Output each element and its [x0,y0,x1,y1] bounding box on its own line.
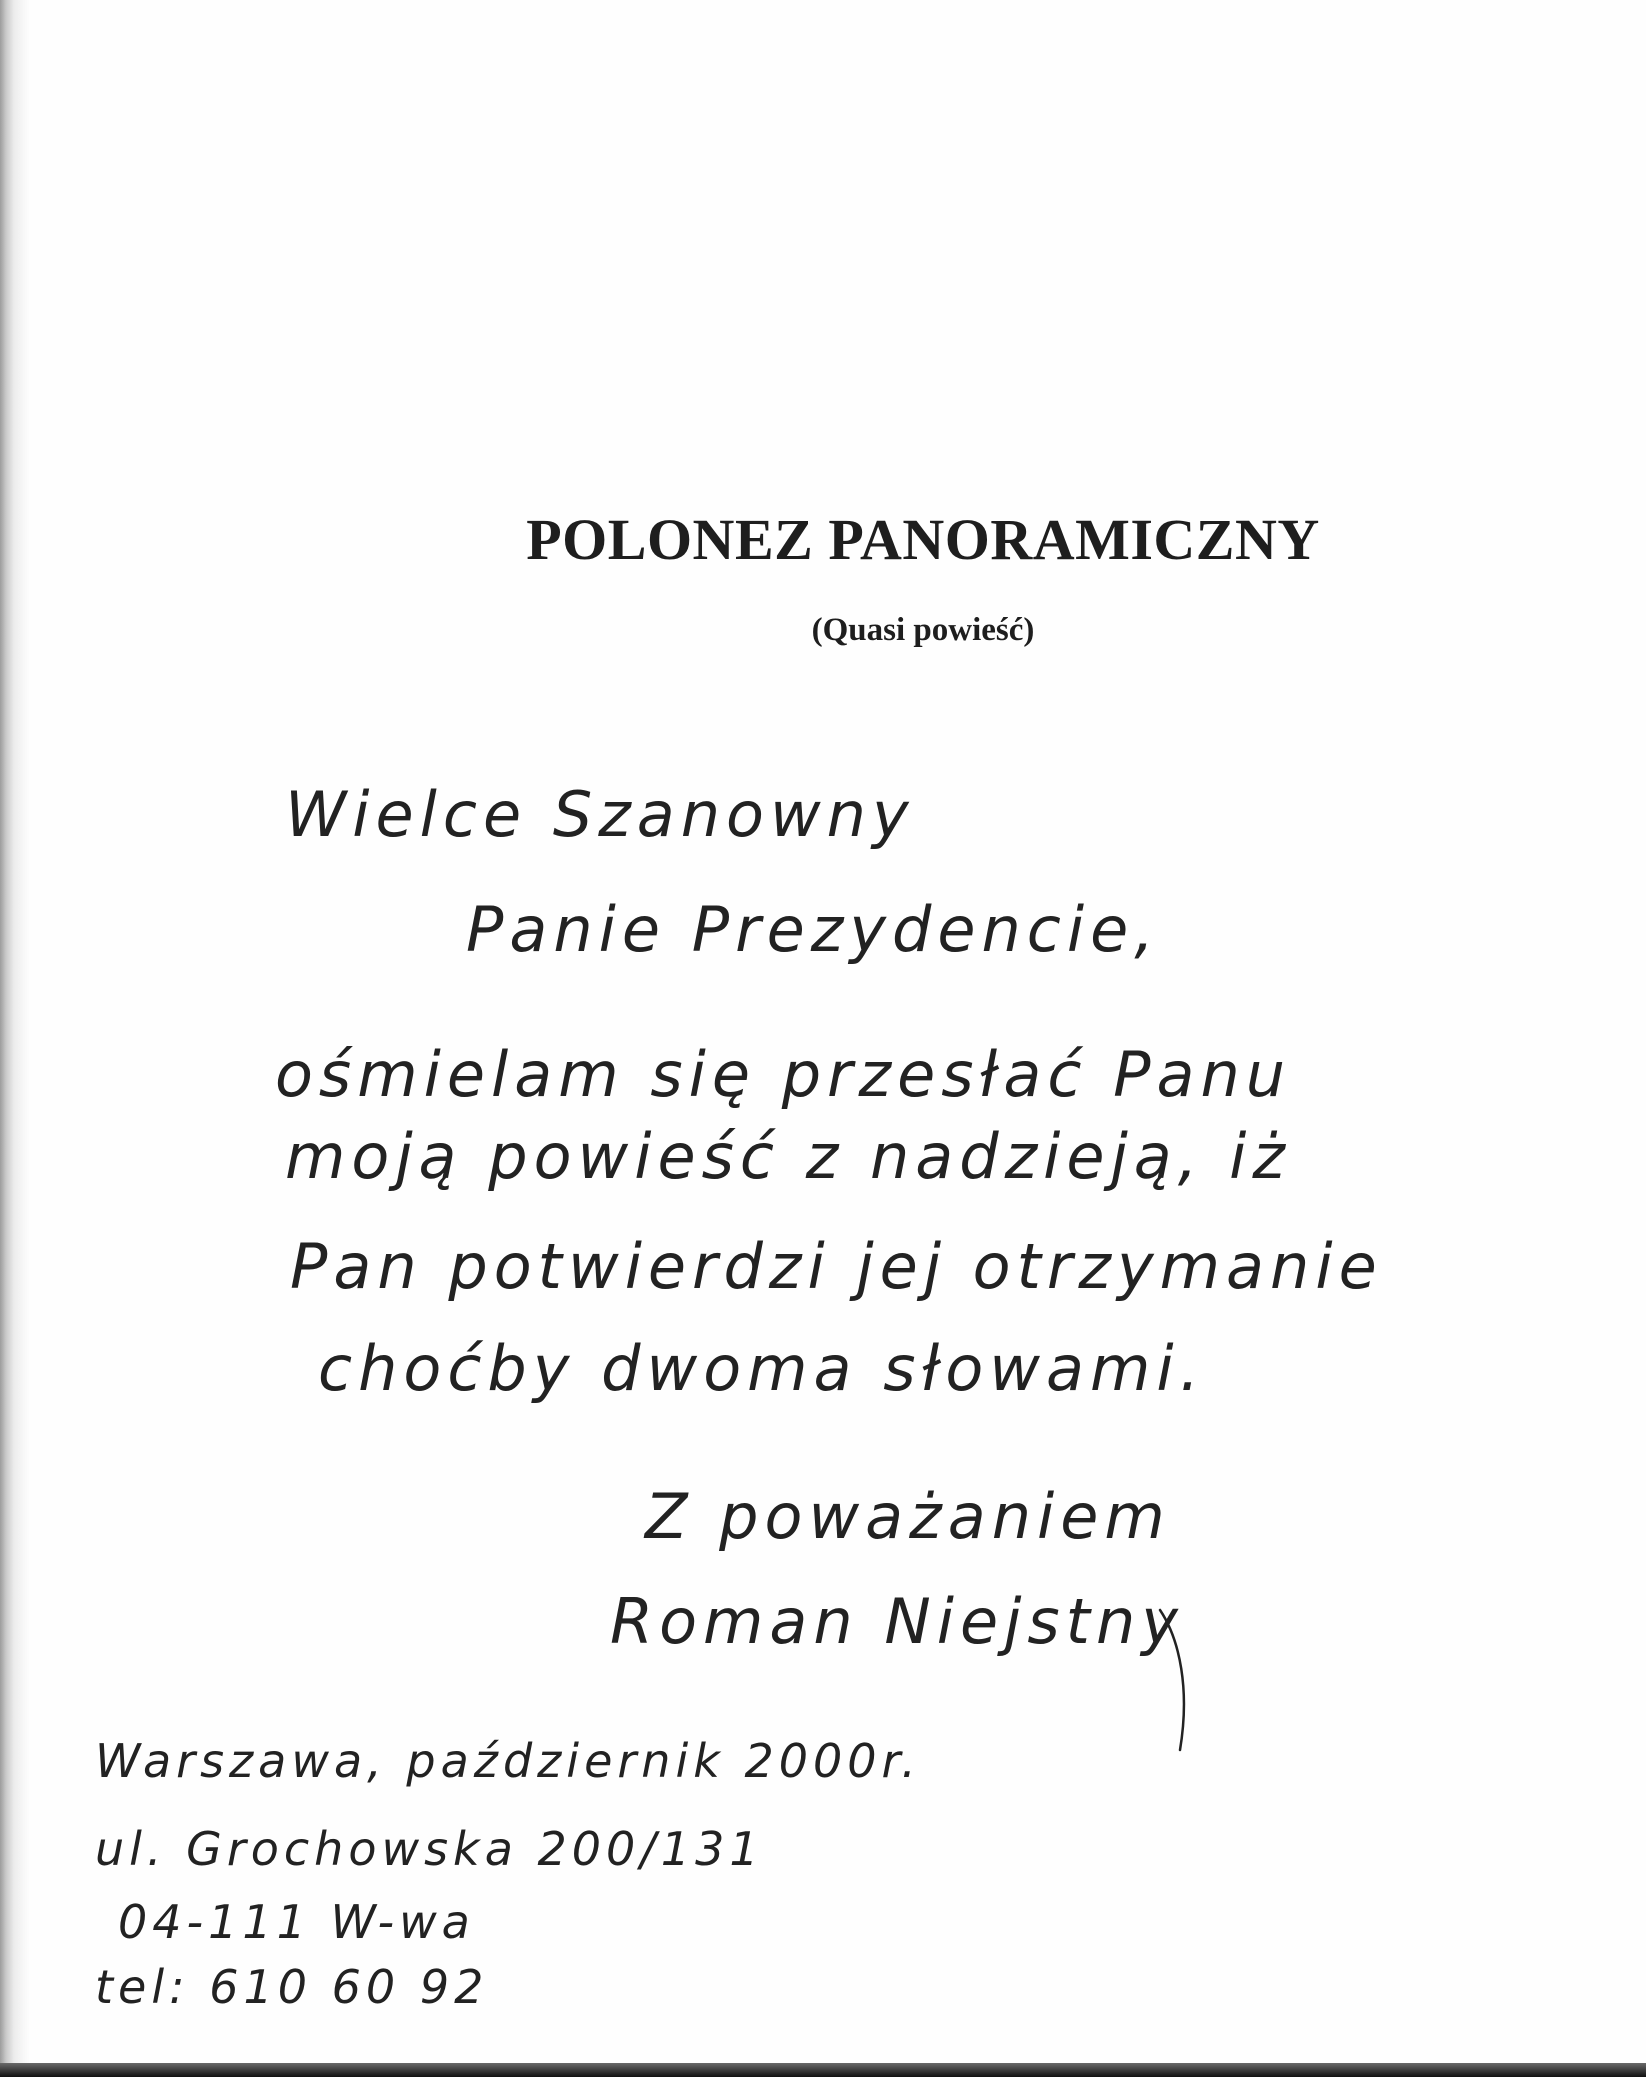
address-place-date: Warszawa, październik 2000r. [95,1734,921,1788]
salutation-line-2: Panie Prezydencie, [466,893,1160,966]
dedication-line-3: Pan potwierdzi jej otrzymanie [290,1230,1383,1303]
book-subtitle: (Quasi powieść) [811,612,1035,648]
dedication-line-4: choćby dwoma słowami. [318,1332,1206,1405]
binding-edge [0,0,30,2077]
dedication-line-1: ośmielam się przesłać Panu [275,1038,1292,1111]
closing-line: Z poważaniem [645,1480,1171,1553]
dedication-line-2: moją powieść z nadzieją, iż [285,1120,1291,1193]
signature: Roman Niejstny [610,1585,1184,1658]
scan-bottom-edge [0,2063,1646,2077]
address-street: ul. Grochowska 200/131 [95,1822,764,1876]
book-title: POLONEZ PANORAMICZNY [526,507,1320,572]
address-phone: tel: 610 60 92 [95,1960,489,2014]
salutation-line-1: Wielce Szanowny [285,778,915,851]
address-postal: 04-111 W-wa [118,1895,475,1949]
